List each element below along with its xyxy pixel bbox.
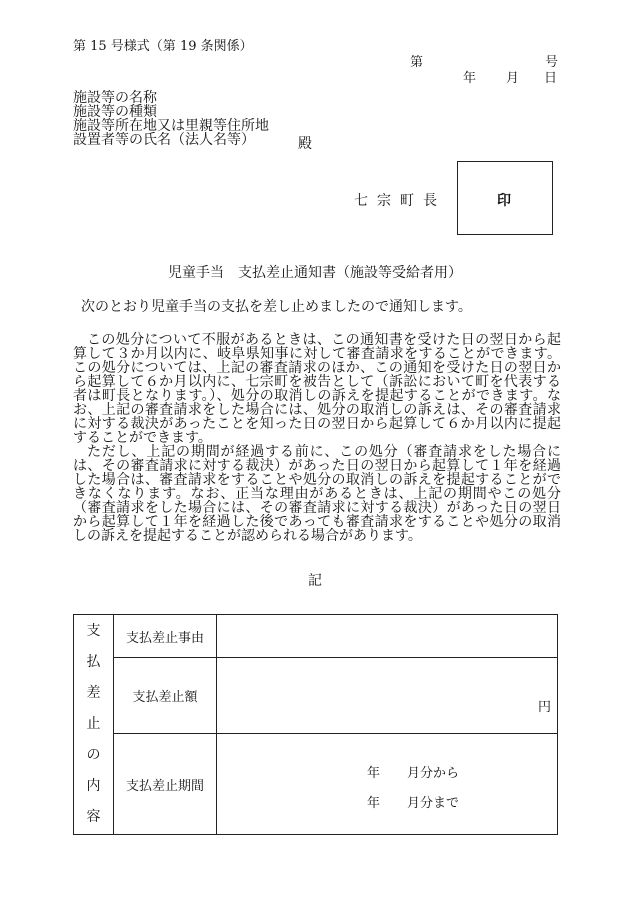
issue-date [463, 67, 557, 86]
document-number-suffix: 号 [545, 55, 559, 70]
date-day: 日 [544, 71, 558, 86]
date-month: 月 [506, 71, 520, 86]
ki-heading: 記 [308, 573, 322, 589]
recipient-block [73, 91, 269, 147]
reason-value [217, 615, 558, 658]
seal-mark: 印 [497, 193, 511, 209]
period-row [74, 734, 558, 835]
reason-label: 支払差止事由 [114, 615, 217, 658]
reason-row [74, 615, 558, 658]
appeal-paragraph-2: ただし、上記の期間が経過する前に、この処分（審査請求をした場合には、その審査請求に対する裁決）があった日の翌日から起算して１年を経過した場合は、審査請求をすることや処分の取消しの訴えを提起することができなくなります。なお、正当な理由があるときは、上記の期間やこの処分（審査請求をした場合には、その審査請求に対する裁決）があった日の翌日から起算して１年を経過した後であっても審査請求をすることや処分の取消しの訴えを提起することが認められる場合があります。 [73, 444, 561, 544]
intro-sentence: 次のとおり児童手当の支払を差し止めましたので通知します。 [81, 299, 472, 315]
side-label-char: 払 [86, 654, 101, 670]
date-year: 年 [463, 71, 477, 86]
side-label-char: の [86, 747, 101, 763]
suspension-details-table [73, 614, 558, 835]
period-to-month: 月分まで [407, 796, 460, 811]
period-from-year: 年 [367, 766, 381, 781]
period-to-year: 年 [367, 796, 381, 811]
document-number-prefix: 第 [410, 55, 424, 70]
side-label-char: 内 [86, 778, 101, 794]
issuer-title: 七宗町長 [354, 193, 446, 209]
period-from [367, 762, 459, 781]
side-label [74, 615, 114, 835]
honorific: 殿 [298, 136, 312, 152]
period-value [217, 734, 558, 835]
amount-row [74, 658, 558, 734]
facility-name-label: 施設等の名称 [73, 90, 157, 106]
side-label-char: 支 [86, 623, 101, 639]
facility-type-label: 施設等の種類 [73, 104, 157, 120]
amount-unit: 円 [217, 658, 558, 734]
period-to [367, 792, 459, 811]
facility-address-label: 施設等所在地又は里親等住所地 [73, 118, 269, 134]
side-label-char: 差 [86, 685, 101, 701]
founder-name-label: 設置者等の氏名（法人名等） [73, 132, 255, 148]
side-label-char: 止 [86, 716, 101, 732]
side-label-char: 容 [86, 809, 101, 825]
appeal-paragraph-1: この処分について不服があるときは、この通知書を受けた日の翌日から起算して３か月以内に、岐阜県知事に対して審査請求をすることができます。この処分については、上記の審査請求のほか、この通知を受けた日の翌日から起算して６か月以内に、七宗町を被告として（訴訟において町を代表する者は町長となります。）、処分の取消しの訴えを提起することができます。なお、上記の審査請求をした場合には、処分の取消しの訴えは、その審査請求に対する裁決があったことを知った日の翌日から起算して６か月以内に提起することができます。 [73, 332, 561, 446]
amount-label: 支払差止額 [114, 658, 217, 734]
form-number: 第 15 号様式（第 19 条関係） [73, 39, 253, 54]
period-from-month: 月分から [407, 766, 460, 781]
appeal-notice [73, 333, 561, 543]
document-title: 児童手当 支払差止通知書（施設等受給者用） [168, 265, 462, 281]
period-label: 支払差止期間 [114, 734, 217, 835]
